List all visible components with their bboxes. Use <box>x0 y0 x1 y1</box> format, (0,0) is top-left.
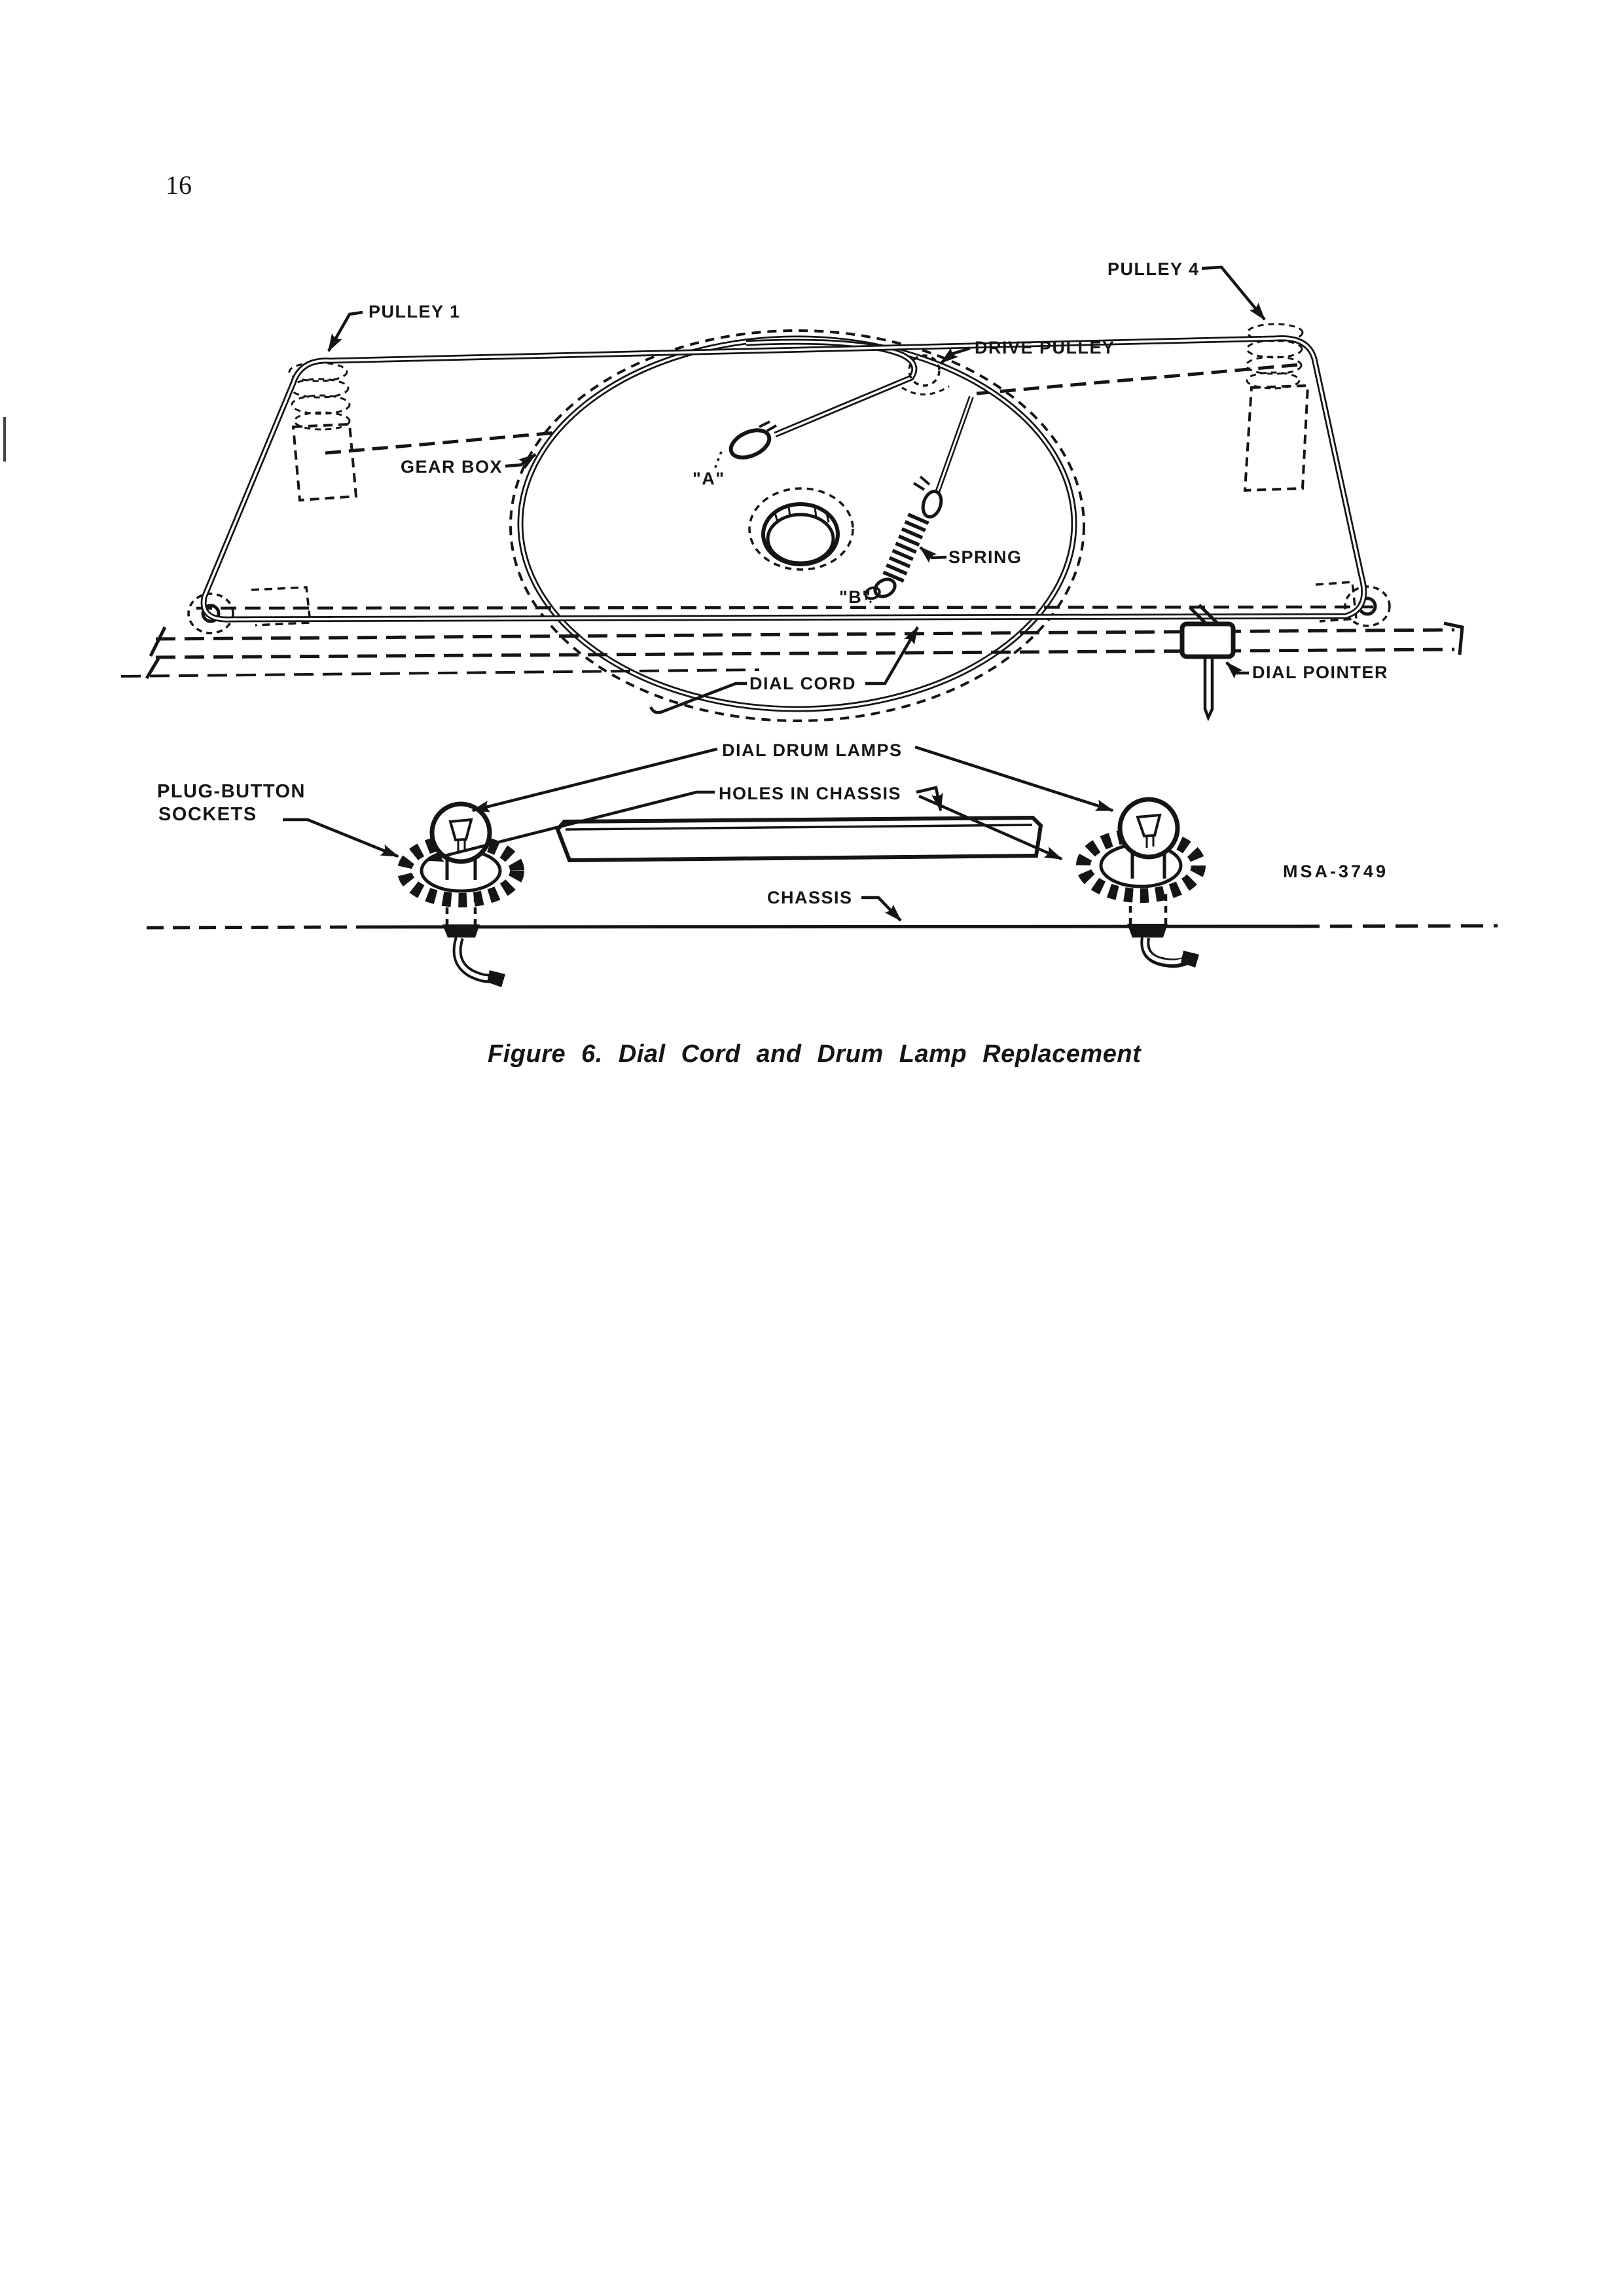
dial-drum-lamps-leader-left <box>473 749 717 811</box>
dial-drum-lamp-right <box>1083 799 1199 968</box>
gear-box-label: GEAR BOX <box>401 457 503 477</box>
scan-artifact <box>3 417 6 462</box>
lamp-bulb-right <box>1120 799 1178 857</box>
drive-pulley-label: DRIVE PULLEY <box>975 338 1115 357</box>
chassis-leader <box>861 898 901 920</box>
page-number: 16 <box>166 170 192 200</box>
dial-drum-edge <box>511 331 1084 721</box>
gear-box-leader <box>505 454 535 466</box>
dial-drum-lamp-left <box>405 804 517 987</box>
dial-pointer-leader <box>1227 663 1249 673</box>
dial-pointer-label: DIAL POINTER <box>1252 663 1389 682</box>
chassis-slot <box>558 818 1041 860</box>
dial-cord-loop <box>204 338 1364 620</box>
eyelet-a <box>727 425 773 463</box>
drive-pulley-leader <box>941 348 970 363</box>
plug-button-leader <box>283 820 398 856</box>
dial-drum-lamps-leader-right <box>915 747 1113 811</box>
pulley-1-leader <box>329 312 363 351</box>
pulley-1-post <box>289 363 356 500</box>
pulley-1-label: PULLEY 1 <box>369 302 461 321</box>
plug-button-label-line2: SOCKETS <box>158 804 257 825</box>
pulley-3 <box>1316 582 1390 626</box>
dial-cord-label: DIAL CORD <box>749 674 857 693</box>
plug-button-label-line1: PLUG-BUTTON <box>157 781 306 802</box>
center-hole <box>749 488 853 570</box>
point-b-label: "B" <box>839 587 872 607</box>
cord-end-a <box>715 342 914 469</box>
dial-pointer <box>1182 605 1233 718</box>
dial-cord-leader-right <box>865 627 918 683</box>
pulley-4-leader <box>1202 267 1265 319</box>
chassis-line <box>147 926 1498 928</box>
figure-code: MSA-3749 <box>1283 862 1389 881</box>
pulley-4-post <box>1245 324 1308 490</box>
chassis-label: CHASSIS <box>767 888 853 907</box>
figure-caption: Figure 6. Dial Cord and Drum Lamp Replacement <box>488 1040 1142 1068</box>
plate-bottom-edge <box>196 607 1373 608</box>
holes-in-chassis-label: HOLES IN CHASSIS <box>719 784 902 803</box>
pulley-4-label: PULLEY 4 <box>1107 259 1200 279</box>
spring-coil <box>891 517 919 581</box>
point-a-label: "A" <box>693 469 725 488</box>
dial-drum-lamps-label: DIAL DRUM LAMPS <box>722 740 903 760</box>
gear-box-outline <box>325 365 1300 453</box>
spring-leader <box>920 547 946 558</box>
spring-label: SPRING <box>948 547 1022 567</box>
cord-end-b-spring <box>864 397 971 604</box>
